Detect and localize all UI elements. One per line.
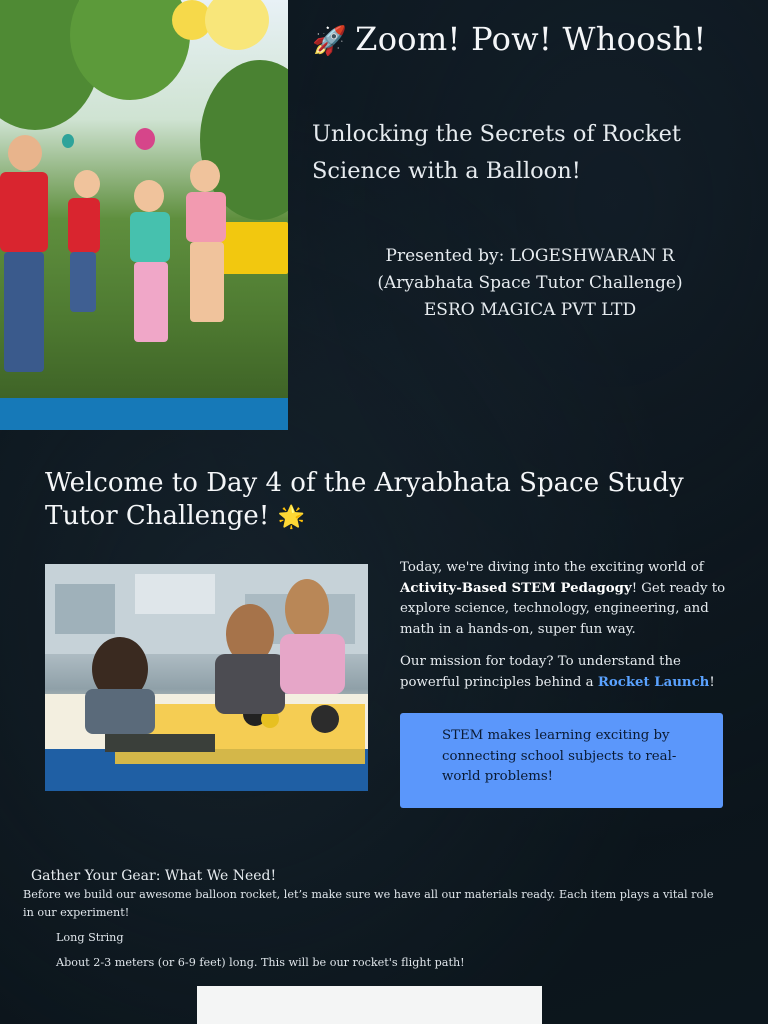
intro-paragraph (400, 558, 730, 640)
subtitle: Unlocking the Secrets of Rocket Science with a Balloon! (312, 121, 681, 184)
rocket-icon: 🚀 (312, 24, 348, 57)
stem-callout: STEM makes learning exciting by connecting school subjects to real-world problems! (400, 713, 723, 808)
stem-pedagogy-bold: Activity-Based STEM Pedagogy (400, 580, 632, 596)
item-description: About 2-3 meters (or 6-9 feet) long. This will be our rocket's flight path! (56, 956, 465, 969)
hero-accent-strip (0, 398, 288, 430)
presenter-line: Presented by: LOGESHWARAN R (385, 246, 675, 266)
presenter-block (312, 243, 748, 324)
rocket-launch-link[interactable]: Rocket Launch (597, 674, 710, 690)
kids-robotics-lab-photo (45, 564, 368, 791)
gear-intro: Before we build our awesome balloon rocket, let’s make sure we have all our materials ready. Each item plays a vital role in our experiment! (23, 888, 714, 919)
star-icon: 🌟 (277, 505, 305, 530)
para-text: Today, we're diving into the exciting world of (400, 560, 704, 575)
page-title (312, 20, 752, 58)
item-name: Long String (56, 931, 124, 944)
presenter-line: (Aryabhata Space Tutor Challenge) (377, 273, 683, 293)
title-text: Zoom! Pow! Whoosh! (355, 20, 707, 58)
presenter-line: ESRO MAGICA PVT LTD (423, 300, 637, 320)
para-text: ! Get ready to explore science, technology, engineering, and math in a hands-on, super fun way. (400, 580, 726, 637)
welcome-heading (45, 467, 745, 534)
mission-paragraph (400, 652, 730, 693)
kids-balloon-party-photo (0, 0, 288, 398)
welcome-heading-text: Welcome to Day 4 of the Aryabhata Space Study Tutor Challenge! (45, 468, 684, 531)
gear-heading: Gather Your Gear: What We Need! (31, 868, 277, 884)
string-image (197, 986, 542, 1024)
para-text: ! (709, 674, 715, 690)
para-text: Our mission for today? To understand the powerful principles behind a (400, 654, 681, 690)
